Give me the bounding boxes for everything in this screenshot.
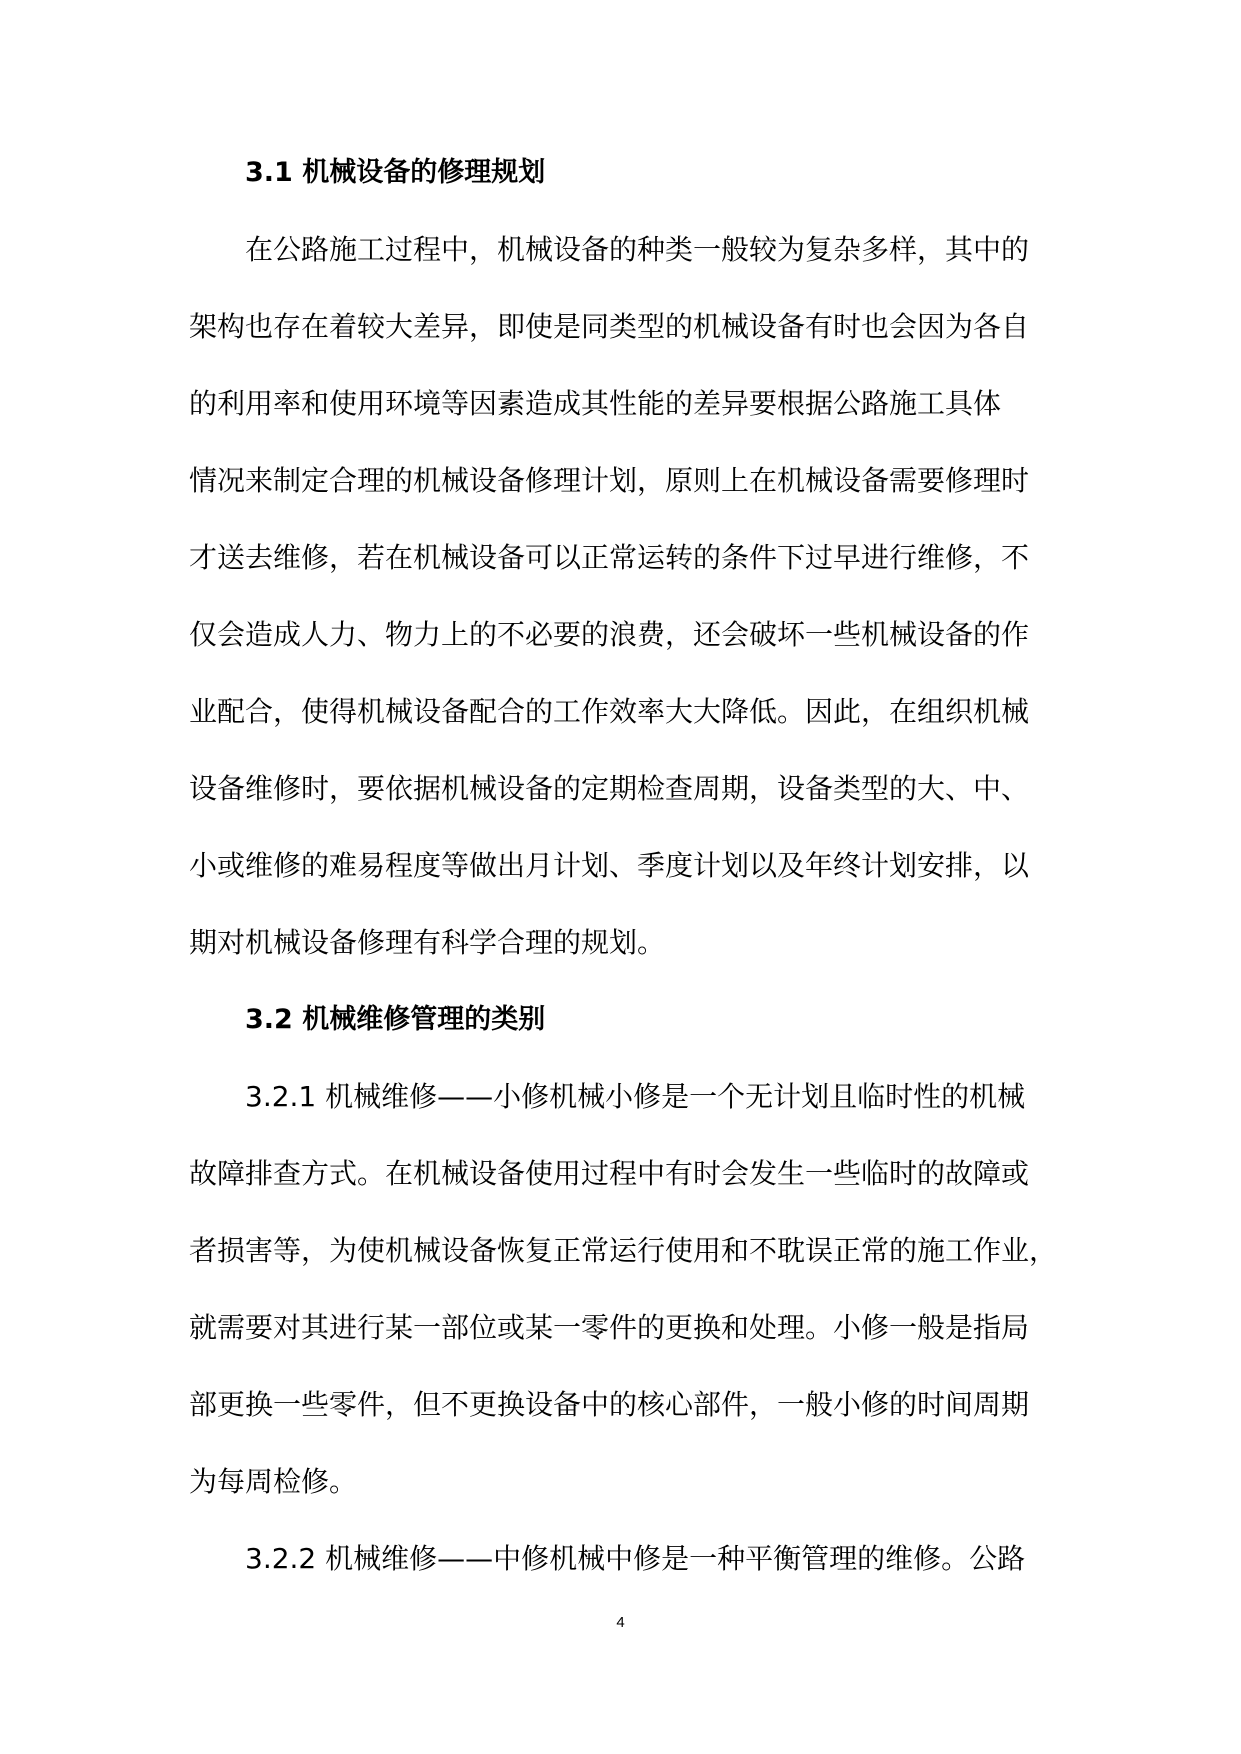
paragraph-line: 部更换一些零件，但不更换设备中的核心部件，一般小修的时间周期 xyxy=(189,1388,1030,1421)
paragraph-repair-planning xyxy=(189,222,1059,970)
paragraph-line: 小或维修的难易程度等做出月计划、季度计划以及年终计划安排，以 xyxy=(189,849,1030,882)
paragraph-line: 在公路施工过程中，机械设备的种类一般较为复杂多样，其中的 xyxy=(245,233,1030,266)
paragraph-line: 3.2.1 机械维修——小修机械小修是一个无计划且临时性的机械 xyxy=(245,1080,1026,1113)
paragraph-line: 仅会造成人力、物力上的不必要的浪费，还会破坏一些机械设备的作 xyxy=(189,618,1030,651)
document-body xyxy=(189,145,1059,1586)
paragraph-line: 业配合，使得机械设备配合的工作效率大大降低。因此，在组织机械 xyxy=(189,695,1030,728)
section-heading-3-2: 3.2 机械维修管理的类别 xyxy=(245,1004,546,1035)
paragraph-line: 架构也存在着较大差异，即使是同类型的机械设备有时也会因为各自 xyxy=(189,310,1030,343)
paragraph-line: 就需要对其进行某一部位或某一零件的更换和处理。小修一般是指局 xyxy=(189,1311,1030,1344)
paragraph-line: 才送去维修，若在机械设备可以正常运转的条件下过早进行维修，不 xyxy=(189,541,1030,574)
paragraph-line: 3.2.2 机械维修——中修机械中修是一种平衡管理的维修。公路 xyxy=(245,1542,1026,1575)
page-number: 4 xyxy=(616,1614,625,1631)
paragraph-medium-repair xyxy=(189,1531,1059,1586)
paragraph-line: 情况来制定合理的机械设备修理计划，原则上在机械设备需要修理时 xyxy=(189,464,1030,497)
paragraph-line: 期对机械设备修理有科学合理的规划。 xyxy=(189,926,666,959)
paragraph-line: 的利用率和使用环境等因素造成其性能的差异要根据公路施工具体 xyxy=(189,387,1002,420)
paragraph-line: 者损害等，为使机械设备恢复正常运行使用和不耽误正常的施工作业， xyxy=(189,1234,1058,1267)
paragraph-line: 故障排查方式。在机械设备使用过程中有时会发生一些临时的故障或 xyxy=(189,1157,1030,1190)
section-heading-3-1: 3.1 机械设备的修理规划 xyxy=(245,157,546,188)
paragraph-minor-repair xyxy=(189,1069,1059,1531)
paragraph-line: 设备维修时，要依据机械设备的定期检查周期，设备类型的大、中、 xyxy=(189,772,1030,805)
paragraph-line: 为每周检修。 xyxy=(189,1465,358,1498)
